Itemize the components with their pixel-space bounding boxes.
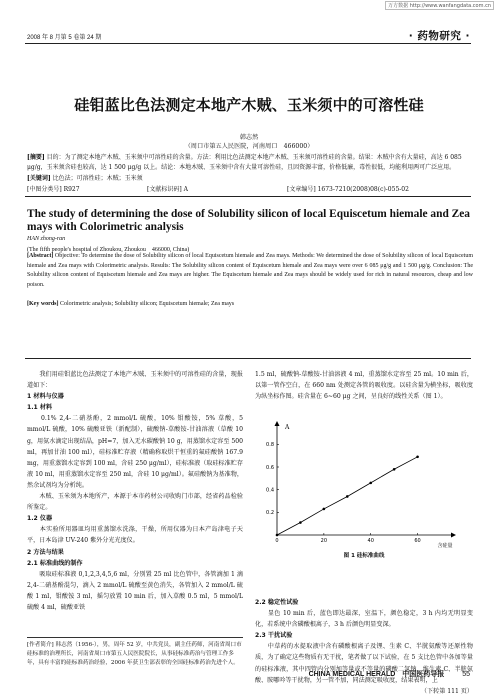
paragraph: 木贼、玉米须为本地所产，本源于本市药材公司收购门市部，经省药品检验所鉴定。 [27, 493, 243, 512]
body-right-column-lower [255, 597, 473, 697]
paragraph: 0.1% 2,4-二硝基酚，2 mmol/L 硫酸，10% 钼酸铵，5% 草酸，5 mmol/L 硫酸，10% 硫酸亚铁（新配制），硫酸钠-草酸铵-甘油溶液（草酸 10 g，用氨水滴定出现结晶，pH=7，加入无水碳酸钠 10 g，用蒸馏水定容至 500 ml，再加甘油 100 ml），硅标准贮存液（精确称取烘干恒重的氟硅酸钠 167.9 mg，用重蒸馏水定容到 100 ml，含硅 250 μg/ml），硅标准液（取硅标准贮存液 10 ml，用重蒸馏水定容至 250 ml，含硅 10 μg/ml）。氟硅酸钠为基准物，然余试剂均为分析纯。 [27, 415, 243, 489]
x-tick-label: 40 [367, 538, 374, 544]
english-keywords [27, 301, 473, 307]
meta-rule [25, 196, 471, 197]
journal-name: CHINA MEDICAL HERALD 中国医药导报 [308, 671, 445, 678]
paragraph: 我们用硅钼蓝比色法测定了本地产木贼、玉米须中的可溶性硅的含量，现报道如下： [27, 371, 243, 390]
clc-number: [中图分类号] R927 [27, 186, 80, 193]
chart-caption: 图 1 硅标准曲线 [343, 553, 385, 559]
data-point [276, 534, 279, 537]
x-axis-label: 含硅量 [437, 543, 453, 549]
issue-header: 2008 年 8 月第 5 卷第 24 期 [27, 35, 102, 41]
abstract-cn-text: 目的：为了测定本地产木贼、玉米须中可溶性硅的含量。方法：利用比色法测定本地产木贼、玉米须可溶性硅的含量。结果：木贼中含有大量硅，高达 6 085 μg/g，玉米须含硅也较高，达 1 500 μg/g 以上。结论：本地木贼、玉米须中含有大量可溶性硅，且因资源丰富，价格低廉，毒性很低，均能利用两可广泛应用。 [27, 154, 462, 172]
data-point [393, 468, 396, 471]
author-note: [作者简介] 韩志然（1956-），男，周年 52 岁，中共党员，副主任药师，河南省周口市硅标准的治理所长，河南省周口市第五人民医院院长，从事硅标准药治与管理工作多年，具有丰富的硅标准药治经验，2006 年获卫生部表彰的全国硅标准药治先进个人。 [27, 637, 243, 669]
y-tick-label: 0.6 [266, 464, 274, 471]
body-left-column [27, 369, 243, 613]
data-point [323, 508, 326, 511]
data-point [369, 482, 372, 485]
keywords-cn-text: 比色法；可溶性硅；木贼；玉米须 [50, 174, 143, 182]
x-axis-arrow [451, 533, 456, 538]
author: 韩志然 [239, 134, 259, 141]
data-point [416, 456, 419, 459]
abstract-cn [27, 153, 473, 184]
english-abstract-text: Objective: To determine the dose of Solubility silicon of local Equiscetum hiemale and Zea mays. Methods: We determined the dose of Solubility silicon of local Equiscetum hiemale and Zea mays with Colorimetric analysis. Results: The Solubility silicon content of Equiscetum hiemale and Zea mays were over 6 085 μg/g and 1 500 μg/g. Conclusion: The Solubility silicon content of Equiscetum hiemale and Zea mays are higher. The Equiscetum hiemale and Zea mays should be widely used for rich in natural resources, cheap and low poison. [27, 253, 473, 288]
document-code: [文献标识码] A [147, 186, 188, 193]
y-tick-label: 0.4 [266, 487, 274, 494]
english-abstract-label: [Abstract] [27, 253, 54, 259]
x-tick-label: 20 [320, 538, 328, 544]
keywords-cn-label: [关键词] [27, 174, 51, 182]
x-tick-label: 60 [414, 538, 421, 544]
subsection-heading: 2.1 标准曲线的制作 [27, 559, 83, 567]
x-tick-label: 0 [275, 538, 279, 544]
classification-row [27, 184, 473, 193]
continued-note: （下转第 111 页） [420, 687, 473, 695]
article-title: 硅钼蓝比色法测定本地产木贼、玉米须中的可溶性硅 [74, 96, 424, 114]
y-tick-label: 0.2 [266, 510, 274, 517]
section-header: · 药物研究 · [408, 30, 470, 42]
english-affiliation: (The fifth people's hospital of Zhoukou, Zhoukou 466000, China) [27, 247, 190, 253]
paragraph: 1.5 ml，硫酸钠-草酸铵-甘油溶液 4 ml，重蒸馏水定容至 25 ml。10 min 后，以第一管作空白，在 660 nm 处测定各管的吸收度。以硅含量为横坐标，吸收度为纵坐标作图。硅含量在 6~60 μg 之间，呈良好的线性关系（图 1）。 [255, 371, 473, 401]
paragraph: 本实验所用器皿均用重蒸馏水洗涤，干燥，所用仪器为日本产岛津电子天平，日本岛津 UV-240 紫外分光光度仪。 [27, 526, 243, 545]
paragraph: 吸取硅标准液 0,1,2,3,4,5,6 ml，分别置 25 ml 比色管中，各管滴加 1 滴 2,4-二硝基酚混匀，滴入 2 mmol/L 硫酸至黄色消失，各管加入 2 mmol/L 硫酸 1 ml，钼酸铵 3 ml，摇匀放置 10 min 后，加入草酸 0.5 ml，5 mmol/L 硫酸 4 ml，硫酸亚铁 [27, 570, 243, 611]
section-heading: 1 材料与仪器 [27, 393, 64, 401]
english-keywords-text: Colorimetric analysis; Solubility silicon; Equiscetum hiemale; Zea mays [58, 301, 235, 307]
body-right-column [255, 369, 473, 402]
y-tick-label: 0.8 [266, 442, 274, 449]
data-point [346, 495, 349, 498]
english-title: The study of determining the dose of Solubility silicon of local Equiscetum hiemale and Zea mays with Colorimetric analysis [27, 208, 470, 233]
english-keywords-label: [Key words] [27, 301, 59, 307]
subsection-heading: 1.1 材料 [27, 404, 53, 412]
paragraph: 中草药的水提取液中含有磷酸根离子及锂、生素 C、半胱氨酸等还原性物质，为了确定这些物质有无干扰，笔者做了以下试验，在 5 支比色管中各加等量的硅标准液，其中四管内分别加等量或不等量的磷酸二氢钠、维生素 C、半胱氨酸、胺哪吟等干扰物，另一管不加，同法测定吸收度，结果表明，上 [255, 643, 473, 684]
subsection-heading: 1.2 仪器 [27, 515, 53, 523]
standard-curve-chart [255, 419, 473, 551]
abstract-rule [25, 358, 471, 359]
journal-footer [309, 669, 470, 679]
page-number: 55 [462, 671, 470, 678]
english-abstract [27, 252, 473, 290]
data-point [299, 521, 302, 524]
y-axis-label: A [285, 424, 290, 431]
paragraph: 显色 10 min 后，蓝色即达最深，室温下，颜色稳定，3 h 内均无明显变化，若系统中含磷酸根离子，3 h 后颜色明显变深。 [255, 610, 473, 629]
abstract-cn-label: [摘要] [27, 154, 45, 161]
english-author: HAN zhong-ran [27, 236, 66, 242]
subsection-heading: 2.2 稳定性试验 [255, 599, 299, 606]
y-axis-arrow [275, 421, 280, 426]
article-number: [文章编号] 1673-7210(2008)08(c)-055-02 [287, 186, 409, 193]
affiliation: （周口市第五人民医院，河南周口 466000） [184, 143, 314, 150]
subsection-heading: 2.3 干扰试验 [255, 632, 293, 640]
watermark: 万方数据 http://www.wanfangdata.com.cn [385, 1, 494, 10]
header-rule [25, 43, 471, 44]
section-heading: 2 方法与结果 [27, 548, 64, 556]
